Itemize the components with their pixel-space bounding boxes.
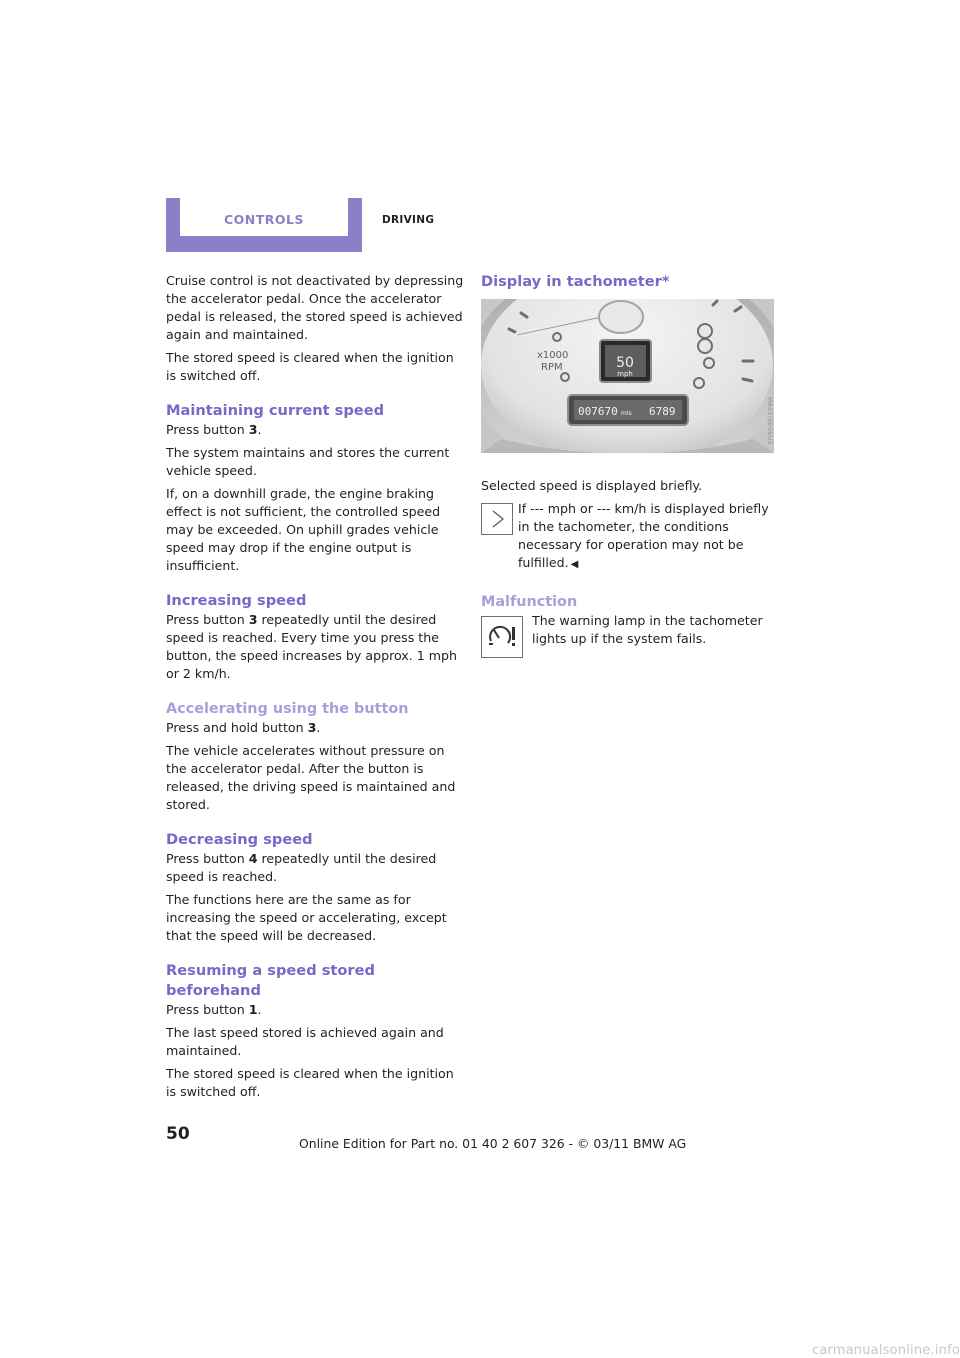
button-ref: 4	[248, 851, 258, 866]
set-speed-value: 50	[616, 355, 634, 371]
intro-paragraph-2: The stored speed is cleared when the ignition is switched off.	[166, 350, 454, 383]
chapter-title: DRIVING	[382, 214, 435, 226]
accelerate-step: Press and hold button 3.	[166, 720, 321, 735]
left-column	[166, 272, 466, 1106]
button-ref: 1	[248, 1002, 258, 1017]
trip-value: 6789	[649, 405, 676, 418]
cruise-warning-icon	[481, 616, 523, 658]
heading-increasing-speed: Increasing speed	[166, 592, 307, 609]
note-block	[481, 500, 781, 574]
intro-paragraph-1: Cruise control is not deactivated by depressing the accelerator pedal. Once the accelerator pedal is released, the stored speed is achieved again and maintained.	[166, 273, 464, 342]
malfunction-block	[481, 612, 781, 662]
button-ref: 3	[307, 720, 317, 735]
odometer-value: 007670	[578, 405, 618, 418]
odometer-unit: mls	[621, 410, 632, 417]
rpm-scale-label: x1000	[537, 350, 569, 361]
increase-step: Press button 3 repeatedly until the desired speed is reached. Every time you press the button, the speed increases by approx. 1 mph or 2 km/h.	[166, 612, 458, 681]
section-title: CONTROLS	[223, 212, 304, 227]
heading-resuming-speed: Resuming a speed stored beforehand	[166, 962, 375, 999]
heading-display-tachometer: Display in tachometer*	[481, 273, 670, 290]
accelerate-paragraph-2: The vehicle accelerates without pressure on the accelerator pedal. After the button is released, the driving speed is maintained and stored.	[166, 743, 456, 812]
resume-step: Press button 1.	[166, 1002, 262, 1017]
heading-malfunction: Malfunction	[481, 594, 578, 610]
note-triangle-icon	[481, 503, 513, 535]
maintain-paragraph-2: The system maintains and stores the current vehicle speed.	[166, 445, 450, 478]
tachometer-illustration	[481, 299, 774, 453]
button-ref: 3	[248, 612, 258, 627]
site-watermark: carmanualsonline.info	[811, 1343, 960, 1358]
resume-paragraph-3: The stored speed is cleared when the ignition is switched off.	[166, 1066, 454, 1099]
rpm-unit-label: RPM	[541, 362, 563, 373]
resume-paragraph-2: The last speed stored is achieved again and maintained.	[166, 1025, 444, 1058]
note-text: If --- mph or --- km/h is displayed briefly in the tachometer, the conditions necessary for operation may not be fulfilled.	[518, 501, 769, 570]
decrease-step: Press button 4 repeatedly until the desired speed is reached.	[166, 851, 437, 884]
heading-accelerating-button: Accelerating using the button	[166, 701, 409, 717]
page-number: 50	[166, 1124, 190, 1144]
malfunction-text: The warning lamp in the tachometer lights up if the system fails.	[532, 613, 763, 646]
heading-maintaining-speed: Maintaining current speed	[166, 402, 385, 419]
end-marker-icon: ◀	[570, 559, 579, 570]
heading-decreasing-speed: Decreasing speed	[166, 831, 313, 848]
maintain-step: Press button 3.	[166, 422, 262, 437]
decrease-paragraph-2: The functions here are the same as for increasing the speed or accelerating, except that the speed will be decreased.	[166, 892, 447, 943]
button-ref: 3	[248, 422, 258, 437]
maintain-paragraph-3: If, on a downhill grade, the engine braking effect is not sufficient, the controlled speed may be exceeded. On uphill grades vehicle speed may drop if the engine output is insufficient.	[166, 486, 441, 573]
edition-note: Online Edition for Part no. 01 40 2 607 326 - © 03/11 BMW AG	[299, 1136, 687, 1151]
figure-caption: Selected speed is displayed briefly.	[481, 478, 703, 493]
set-speed-unit: mph	[617, 370, 633, 378]
tachometer-figure	[481, 299, 774, 453]
figure-code: MA05/0006US	[766, 397, 773, 445]
